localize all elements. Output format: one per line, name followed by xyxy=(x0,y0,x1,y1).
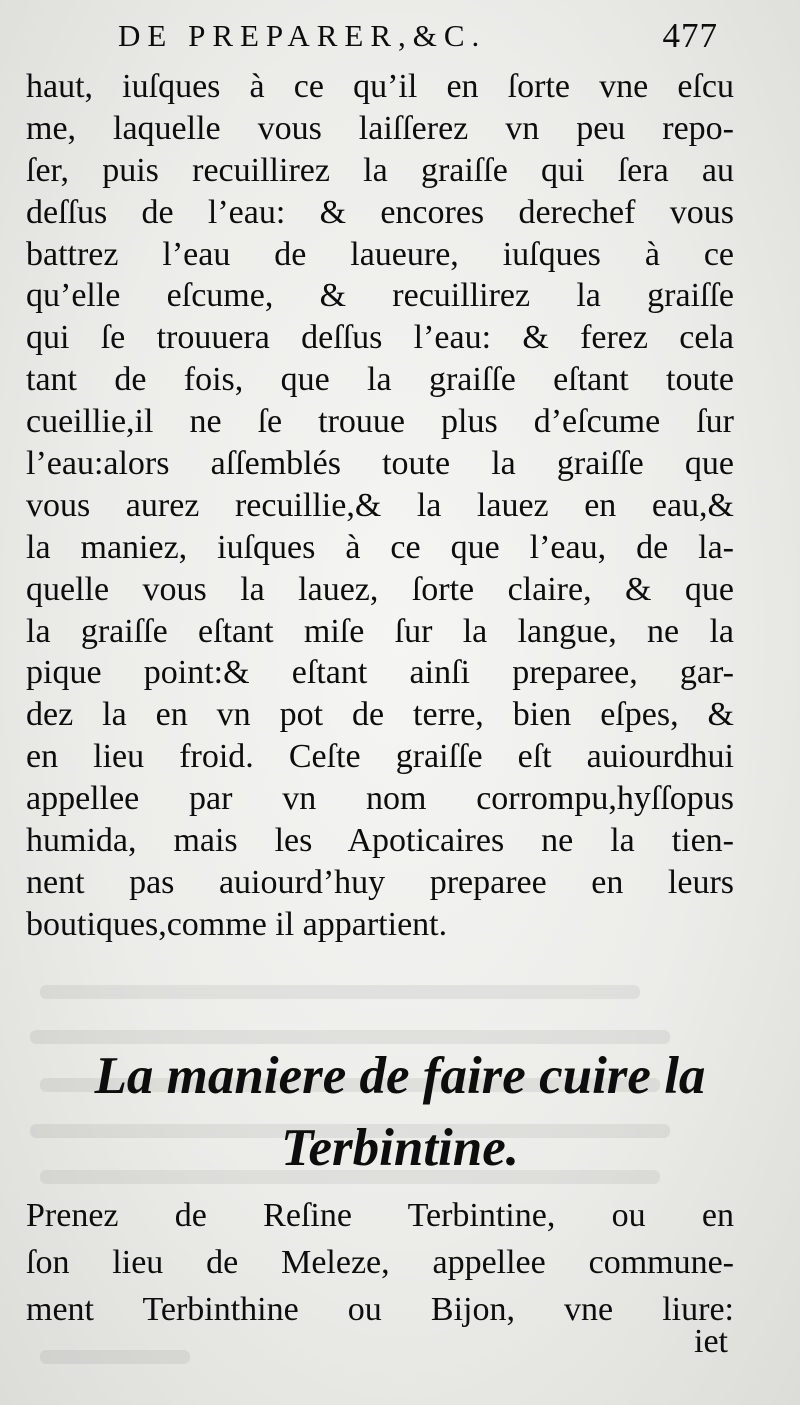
text-line: Prenez de Reſine Terbintine, ou en xyxy=(26,1197,734,1234)
section-body-text xyxy=(26,1192,734,1333)
text-line: ment Terbinthine ou Bijon, vne liure: xyxy=(26,1291,734,1328)
text-line: appellee par vn nom corrompu,hyſſopus xyxy=(26,780,734,818)
text-line: en lieu froid. Ceſte graiſſe eſt auiourdhui xyxy=(26,738,734,776)
text-line: l’eau:alors aſſemblés toute la graiſſe que xyxy=(26,445,734,483)
text-line: qui ſe trouuera deſſus l’eau: & ferez cela xyxy=(26,319,734,357)
section-heading-line-2: Terbintine. xyxy=(280,1119,520,1177)
text-line: dez la en vn pot de terre, bien eſpes, & xyxy=(26,696,734,734)
page-number: 477 xyxy=(662,16,718,55)
text-line: humida, mais les Apoticaires ne la tien- xyxy=(26,822,734,860)
text-line: quelle vous la lauez, ſorte claire, & que xyxy=(26,570,734,608)
text-line: vous aurez recuillie,& la lauez en eau,& xyxy=(26,486,734,524)
text-line: la maniez, iuſques à ce que l’eau, de la- xyxy=(26,528,734,566)
text-line: haut, iuſques à ce qu’il en ſorte vne eſcu xyxy=(26,68,734,105)
text-line: qu’elle eſcume, & recuillirez la graiſſe xyxy=(26,277,734,315)
text-line: nent pas auiourd’huy preparee en leurs xyxy=(26,863,734,901)
text-line: me, laquelle vous laiſſerez vn peu repo- xyxy=(26,109,734,147)
section-heading xyxy=(50,1040,750,1184)
running-head xyxy=(118,14,718,58)
text-line: deſſus de l’eau: & encores derechef vous xyxy=(26,193,734,231)
text-line: pique point:& eſtant ainſi preparee, gar- xyxy=(26,654,734,692)
text-line: ſer, puis recuillirez la graiſſe qui ſera au xyxy=(26,151,734,189)
text-line: la graiſſe eſtant miſe ſur la langue, ne la xyxy=(26,612,734,650)
body-text xyxy=(26,66,734,946)
text-line: cueillie,il ne ſe trouue plus d’eſcume ſur xyxy=(26,403,734,441)
text-line: battrez l’eau de laueure, iuſques à ce xyxy=(26,235,734,273)
catchword: iet xyxy=(694,1323,728,1360)
text-line: tant de fois, que la graiſſe eſtant toute xyxy=(26,361,734,399)
text-line: ſon lieu de Meleze, appellee commune- xyxy=(26,1244,734,1281)
text-line-last: boutiques,comme il appartient. xyxy=(26,905,448,943)
running-head-title: DE PREPARER,&C. xyxy=(118,18,487,53)
section-heading-line-1: La maniere de faire cuire la xyxy=(94,1047,706,1105)
